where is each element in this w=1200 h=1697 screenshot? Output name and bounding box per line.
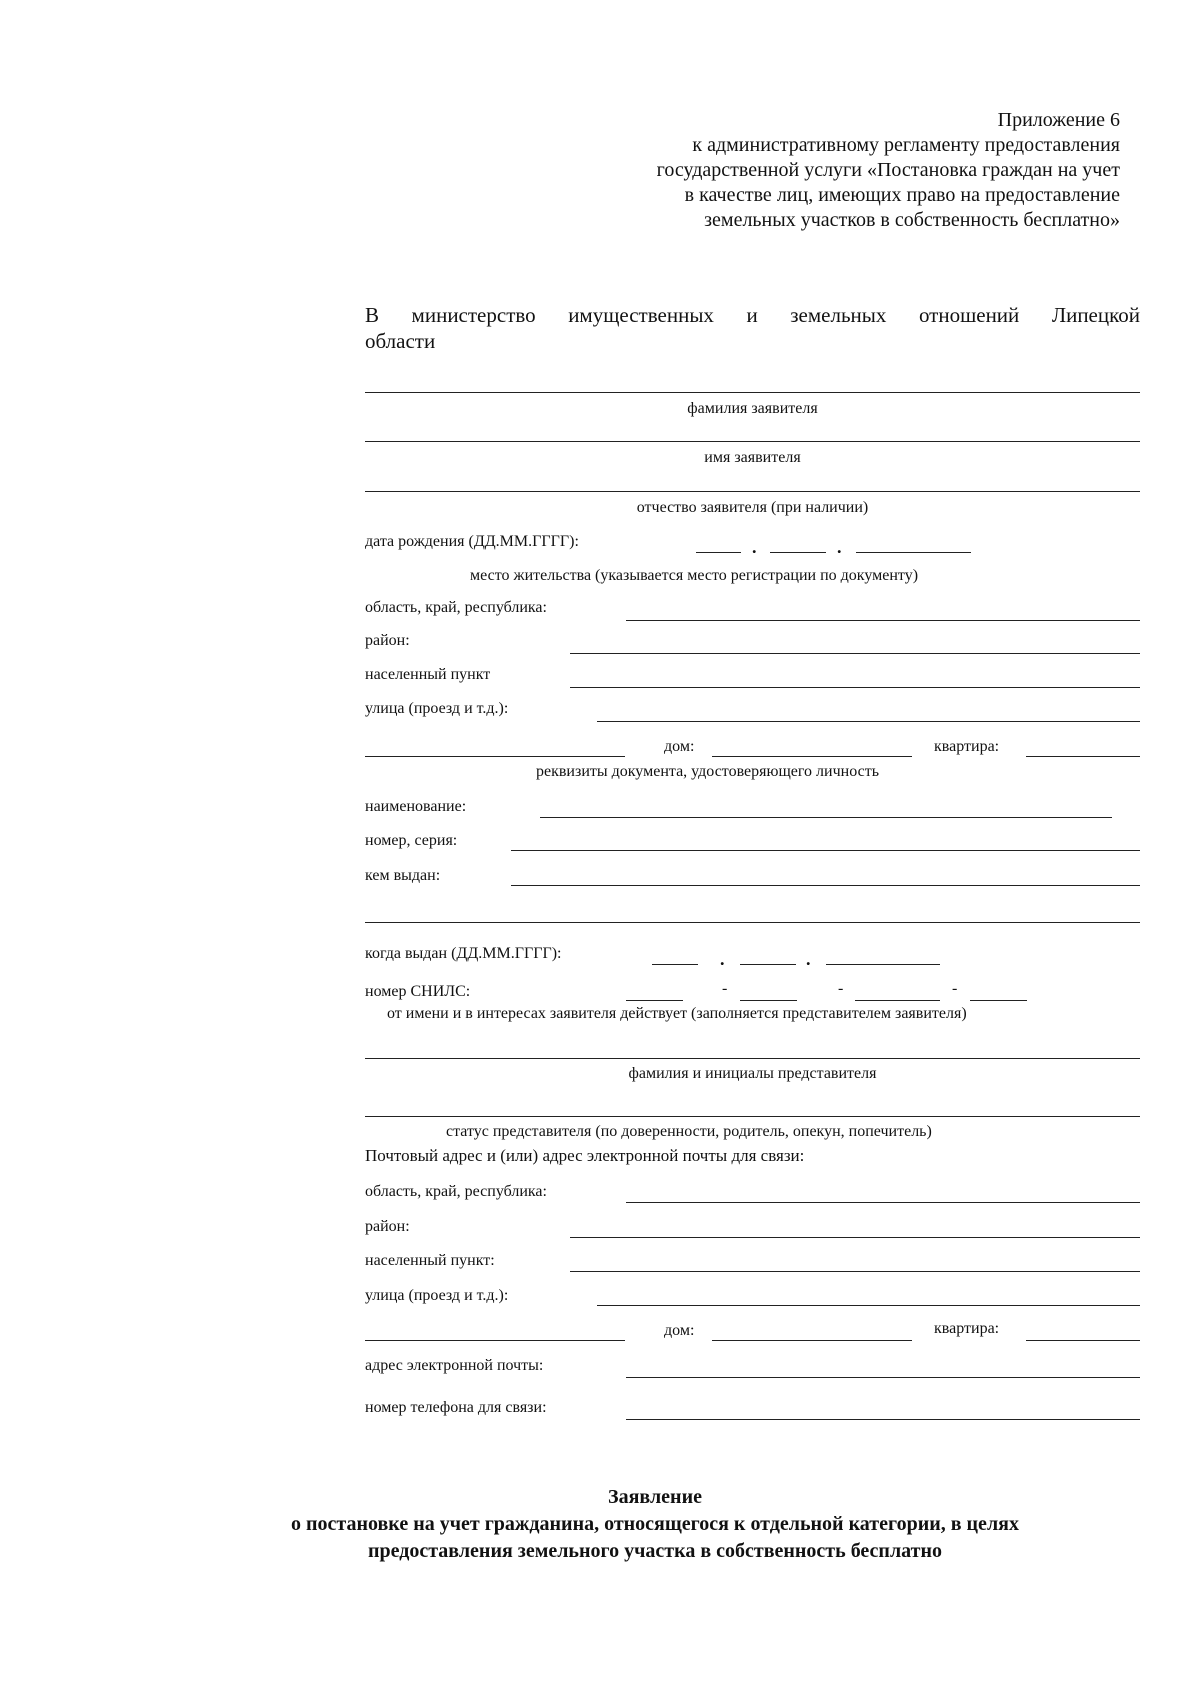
doc-issued-by-field[interactable] <box>511 885 1140 886</box>
doc-name-field[interactable] <box>540 817 1112 818</box>
birth-day-field[interactable] <box>696 552 741 553</box>
residence-street-field[interactable] <box>597 721 1140 722</box>
identity-doc-heading: реквизиты документа, удостоверяющего личность <box>536 763 879 780</box>
doc-issued-by-cont-field[interactable] <box>365 922 1140 923</box>
doc-issued-day-field[interactable] <box>652 964 698 965</box>
date-separator: . <box>752 537 757 557</box>
birth-date-label: дата рождения (ДД.ММ.ГГГГ): <box>365 533 579 550</box>
recipient-line-2: области <box>365 329 436 353</box>
doc-issued-year-field[interactable] <box>826 964 940 965</box>
contact-street-label: улица (проезд и т.д.): <box>365 1287 509 1304</box>
appendix-line: государственной услуги «Постановка граждан на учет <box>656 159 1120 181</box>
doc-number-label: номер, серия: <box>365 832 458 849</box>
residence-heading: место жительства (указывается место регистрации по документу) <box>470 567 919 584</box>
date-separator: . <box>806 949 811 969</box>
appendix-line: в качестве лиц, имеющих право на предоставление <box>684 184 1120 206</box>
contact-district-field[interactable] <box>570 1237 1140 1238</box>
representative-name-field[interactable] <box>365 1058 1140 1059</box>
appendix-line: Приложение 6 <box>997 109 1120 131</box>
doc-issued-by-label: кем выдан: <box>365 867 441 884</box>
patronymic-caption: отчество заявителя (при наличии) <box>636 499 869 516</box>
residence-apartment-label: квартира: <box>934 738 1000 755</box>
residence-street-label: улица (проезд и т.д.): <box>365 700 509 717</box>
snils-part-3-field[interactable] <box>855 1000 940 1001</box>
contact-district-label: район: <box>365 1218 410 1235</box>
contact-phone-field[interactable] <box>626 1419 1140 1420</box>
contact-apartment-label: квартира: <box>934 1320 1000 1337</box>
contact-street-field[interactable] <box>597 1305 1140 1306</box>
contact-apartment-field[interactable] <box>1026 1340 1140 1341</box>
residence-house-label: дом: <box>664 738 695 755</box>
birth-month-field[interactable] <box>770 552 826 553</box>
residence-region-field[interactable] <box>626 620 1140 621</box>
surname-caption: фамилия заявителя <box>687 400 818 417</box>
snils-separator: - <box>722 980 728 997</box>
date-separator: . <box>837 537 842 557</box>
representative-heading: от имени и в интересах заявителя действует (заполняется представителем заявителя) <box>387 1005 967 1022</box>
contact-locality-field[interactable] <box>570 1271 1140 1272</box>
contact-email-label: адрес электронной почты: <box>365 1357 544 1374</box>
representative-status-field[interactable] <box>365 1116 1140 1117</box>
appendix-line: земельных участков в собственность бесплатно» <box>704 209 1120 231</box>
snils-part-4-field[interactable] <box>970 1000 1027 1001</box>
name-field[interactable] <box>365 441 1140 442</box>
recipient-line: В министерство имущественных и земельных отношений Липецкой <box>365 303 1140 327</box>
snils-part-2-field[interactable] <box>740 1000 797 1001</box>
contact-locality-label: населенный пункт: <box>365 1252 495 1269</box>
statement-subtitle-line-1: о постановке на учет гражданина, относящегося к отдельной категории, в целях <box>291 1513 1019 1535</box>
representative-status-caption: статус представителя (по доверенности, родитель, опекун, попечитель) <box>446 1123 932 1140</box>
doc-name-label: наименование: <box>365 798 467 815</box>
contact-heading: Почтовый адрес и (или) адрес электронной почты для связи: <box>365 1146 805 1165</box>
appendix-line: к административному регламенту предоставления <box>692 134 1120 156</box>
contact-phone-label: номер телефона для связи: <box>365 1399 547 1416</box>
surname-field[interactable] <box>365 392 1140 393</box>
snils-label: номер СНИЛС: <box>365 983 471 1000</box>
residence-region-label: область, край, республика: <box>365 599 547 616</box>
residence-locality-label: населенный пункт <box>365 666 491 683</box>
residence-district-field[interactable] <box>570 653 1140 654</box>
doc-issued-date-label: когда выдан (ДД.ММ.ГГГГ): <box>365 945 562 962</box>
contact-email-field[interactable] <box>626 1377 1140 1378</box>
appendix-header <box>657 108 1120 233</box>
residence-house-field[interactable] <box>712 756 912 757</box>
snils-separator: - <box>952 980 958 997</box>
residence-locality-field[interactable] <box>570 687 1140 688</box>
snils-separator: - <box>838 980 844 997</box>
date-separator: . <box>720 949 725 969</box>
statement-title: Заявление <box>608 1486 702 1508</box>
residence-apartment-field[interactable] <box>1026 756 1140 757</box>
doc-number-field[interactable] <box>511 850 1140 851</box>
representative-name-caption: фамилия и инициалы представителя <box>628 1065 877 1082</box>
residence-street-cont-field[interactable] <box>365 756 625 757</box>
name-caption: имя заявителя <box>704 449 801 466</box>
birth-year-field[interactable] <box>856 552 971 553</box>
contact-street-cont-field[interactable] <box>365 1340 625 1341</box>
doc-issued-month-field[interactable] <box>740 964 796 965</box>
contact-region-label: область, край, республика: <box>365 1183 547 1200</box>
statement-subtitle-line-2: предоставления земельного участка в собственность бесплатно <box>367 1540 943 1562</box>
patronymic-field[interactable] <box>365 491 1140 492</box>
contact-house-field[interactable] <box>712 1340 912 1341</box>
snils-part-1-field[interactable] <box>626 1000 683 1001</box>
contact-house-label: дом: <box>664 1322 695 1339</box>
residence-district-label: район: <box>365 632 410 649</box>
contact-region-field[interactable] <box>626 1202 1140 1203</box>
